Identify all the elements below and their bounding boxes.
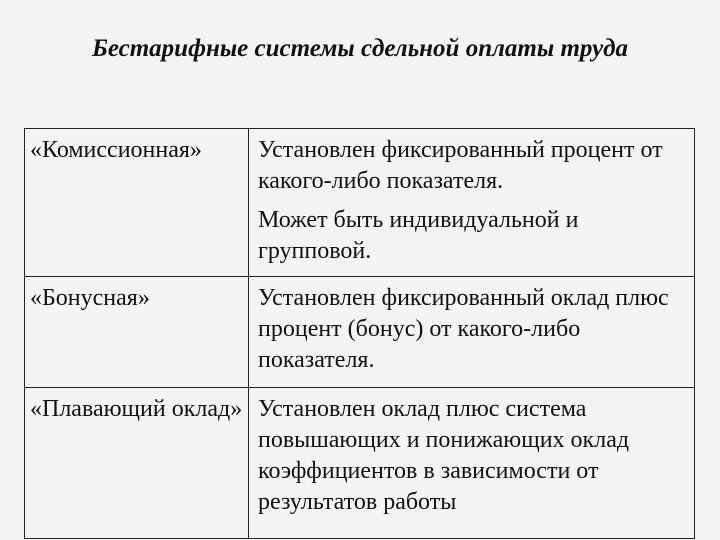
system-name: «Плавающий оклад» bbox=[30, 396, 243, 422]
system-description-cell bbox=[249, 277, 695, 388]
table-row bbox=[25, 277, 695, 388]
system-name-cell bbox=[25, 388, 249, 539]
payment-systems-table bbox=[24, 128, 695, 539]
system-description: Может быть индивидуальной и групповой. bbox=[258, 207, 579, 264]
system-description: Установлен фиксированный оклад плюс процент (бонус) от какого-либо показателя. bbox=[258, 285, 669, 373]
system-description: Установлен оклад плюс система повышающих и понижающих оклад коэффициентов в зависимости от результатов работы bbox=[258, 396, 630, 515]
table-row bbox=[25, 388, 695, 539]
system-name-cell bbox=[25, 277, 249, 388]
system-description-cell bbox=[249, 129, 695, 277]
system-name: «Комиссионная» bbox=[30, 137, 202, 163]
system-name-cell bbox=[25, 129, 249, 277]
table-row bbox=[25, 129, 695, 277]
system-description-cell bbox=[249, 388, 695, 539]
page-title: Бестарифные системы сдельной оплаты труда bbox=[91, 35, 629, 62]
system-description: Установлен фиксированный процент от какого-либо показателя. bbox=[258, 137, 663, 194]
system-name: «Бонусная» bbox=[30, 285, 150, 311]
